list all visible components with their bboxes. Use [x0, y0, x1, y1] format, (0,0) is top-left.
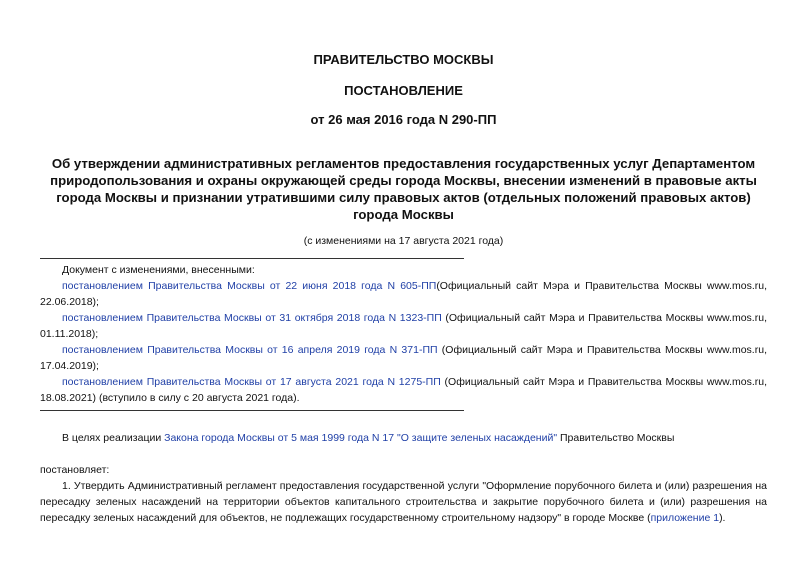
- bottom-divider: [40, 410, 464, 411]
- amendment-link-1[interactable]: постановлением Правительства Москвы от 22 июня 2018 года N 605-ПП: [62, 280, 437, 292]
- point-1-tail: ).: [719, 512, 726, 524]
- appendix-1-link[interactable]: приложение 1: [650, 512, 720, 524]
- amendment-source-2: (Официальный сайт Мэра и Правительства Москвы www.mos.ru, 01.11.2018);: [40, 312, 767, 340]
- government-heading: ПРАВИТЕЛЬСТВО МОСКВЫ: [313, 52, 494, 67]
- preamble-tail: Правительство Москвы: [557, 432, 675, 444]
- amendment-item: [40, 310, 767, 342]
- amendment-source-1: (Официальный сайт Мэра и Правительства Москвы www.mos.ru, 22.06.2018);: [40, 280, 767, 308]
- amendment-source-3: (Официальный сайт Мэра и Правительства Москвы www.mos.ru, 17.04.2019);: [40, 344, 767, 372]
- amendment-link-3[interactable]: постановлением Правительства Москвы от 16 апреля 2019 года N 371-ПП: [62, 344, 438, 356]
- changes-note: (с изменениями на 17 августа 2021 года): [303, 235, 504, 247]
- date-number-heading: от 26 мая 2016 года N 290-ПП: [310, 112, 497, 127]
- point-1: [40, 478, 767, 526]
- top-divider: [40, 258, 464, 259]
- amendment-link-4[interactable]: постановлением Правительства Москвы от 17 августа 2021 года N 1275-ПП: [62, 376, 441, 388]
- amendment-item: [40, 342, 767, 374]
- document-type-heading: ПОСТАНОВЛЕНИЕ: [344, 83, 463, 98]
- amendment-link-2[interactable]: постановлением Правительства Москвы от 31 октября 2018 года N 1323-ПП: [62, 312, 442, 324]
- resolves-text: постановляет:: [40, 464, 110, 476]
- amendment-item: [40, 278, 767, 310]
- amendments-block: [40, 262, 767, 406]
- preamble: [40, 430, 767, 446]
- document-title: Об утверждении административных регламентов предоставления государственных услуг Департаментом природопользования и охраны окружающей среды города Москвы, внесении изменений в правовые акты города Москвы и признании утратившими силу правовых актов (отдельных положений правовых актов) города Москвы: [50, 156, 757, 222]
- point-1-text: 1. Утвердить Административный регламент предоставления государственной услуги "Оформление порубочного билета и (или) разрешения на пересадку зеленых насаждений на территории объектов капитального строительства и закрытие порубочного билета и (или) разрешения на пересадку зеленых насаждений для объектов, не подлежащих государственному строительному надзору" в городе Москве (: [40, 480, 767, 524]
- preamble-law-link[interactable]: Закона города Москвы от 5 мая 1999 года N 17 "О защите зеленых насаждений": [164, 432, 558, 444]
- amendment-source-4: (Официальный сайт Мэра и Правительства Москвы www.mos.ru, 18.08.2021) (вступило в силу с 20 августа 2021 года).: [40, 376, 767, 404]
- amendments-intro: Документ с изменениями, внесенными:: [62, 264, 255, 276]
- amendment-item: [40, 374, 767, 406]
- preamble-lead: В целях реализации: [62, 432, 165, 444]
